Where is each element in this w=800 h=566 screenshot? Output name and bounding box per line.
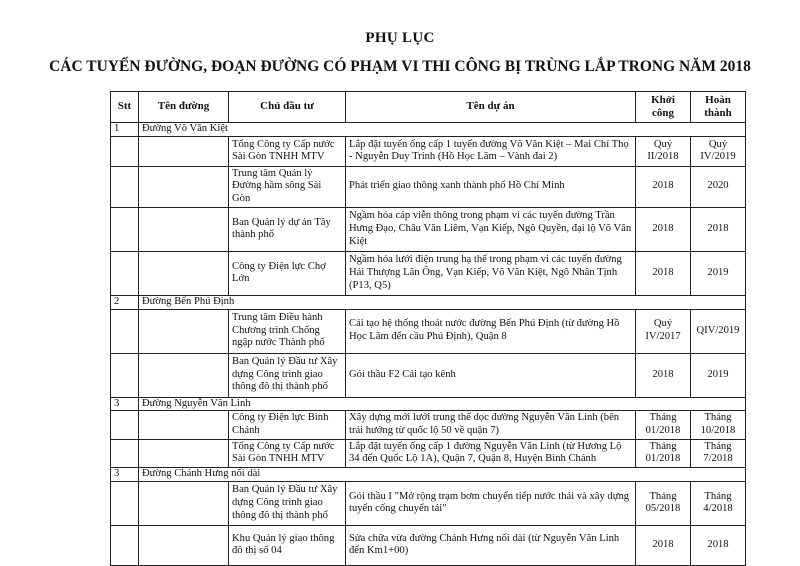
- start-cell: 2018: [636, 251, 691, 295]
- start-cell: 2018: [636, 353, 691, 397]
- end-cell: 2020: [691, 166, 746, 207]
- header-stt: Stt: [111, 92, 139, 123]
- group-road-name: Đường Chánh Hưng nối dài: [139, 468, 746, 482]
- investor-cell: Ban Quản lý Đầu tư Xây dựng Công trình giao thông đô thị thành phố: [229, 481, 346, 525]
- group-row: [111, 295, 746, 309]
- group-stt: 3: [111, 468, 139, 482]
- table-row: [111, 251, 746, 295]
- group-stt: 2: [111, 295, 139, 309]
- project-cell: Gói thầu I "Mở rộng trạm bơm chuyển tiếp nước thải và xây dựng tuyến cống chuyển tải": [346, 481, 636, 525]
- header-project-name: Tên dự án: [346, 92, 636, 123]
- start-cell: 2018: [636, 166, 691, 207]
- investor-cell: Trung tâm Điều hành Chương trình Chống ngập nước Thành phố: [229, 309, 346, 353]
- start-cell: Quý IV/2017: [636, 309, 691, 353]
- table-row: [111, 439, 746, 467]
- investor-cell: Tổng Công ty Cấp nước Sài Gòn TNHH MTV: [229, 439, 346, 467]
- duplicate-works-table: [110, 91, 746, 566]
- table-row: [111, 136, 746, 166]
- project-cell: Phát triển giao thông xanh thành phố Hồ Chí Minh: [346, 166, 636, 207]
- project-cell: Cải tạo hệ thống thoát nước đường Bến Phú Định (từ đường Hồ Học Lãm đến cầu Phú Định), Quận 8: [346, 309, 636, 353]
- project-cell: Xây dựng mới lưới trung thế dọc đường Nguyễn Văn Linh (bên trái hướng từ quốc lộ 50 về quận 7): [346, 411, 636, 439]
- table-row: [111, 207, 746, 251]
- group-stt: 3: [111, 397, 139, 411]
- table-header-row: [111, 92, 746, 123]
- end-cell: 2019: [691, 353, 746, 397]
- table-row: [111, 353, 746, 397]
- investor-cell: Khu Quản lý giao thông đô thị số 04: [229, 525, 346, 565]
- start-cell: Tháng 01/2018: [636, 411, 691, 439]
- start-cell: 2018: [636, 525, 691, 565]
- group-road-name: Đường Võ Văn Kiệt: [139, 123, 746, 137]
- investor-cell: Ban Quản lý Đầu tư Xây dựng Công trình giao thông đô thị thành phố: [229, 353, 346, 397]
- table-row: [111, 481, 746, 525]
- investor-cell: Tổng Công ty Cấp nước Sài Gòn TNHH MTV: [229, 136, 346, 166]
- end-cell: 2019: [691, 251, 746, 295]
- investor-cell: Trung tâm Quản lý Đường hầm sông Sài Gòn: [229, 166, 346, 207]
- end-cell: 2018: [691, 207, 746, 251]
- end-cell: Quý IV/2019: [691, 136, 746, 166]
- project-cell: Sửa chữa vừa đường Chánh Hưng nối dài (từ Nguyễn Văn Linh đến Km1+00): [346, 525, 636, 565]
- group-road-name: Đường Nguyễn Văn Linh: [139, 397, 746, 411]
- start-cell: Tháng 05/2018: [636, 481, 691, 525]
- end-cell: Tháng 10/2018: [691, 411, 746, 439]
- group-stt: 1: [111, 123, 139, 137]
- group-row: [111, 123, 746, 137]
- project-cell: Lắp đặt tuyến ống cấp 1 đường Nguyễn Văn Linh (từ Hương Lộ 34 đến Quốc Lộ 1A), Quận 7, Quận 8, Huyện Bình Chánh: [346, 439, 636, 467]
- table-row: [111, 166, 746, 207]
- investor-cell: Công ty Điện lực Bình Chánh: [229, 411, 346, 439]
- start-cell: Tháng 01/2018: [636, 439, 691, 467]
- start-cell: Quý II/2018: [636, 136, 691, 166]
- project-cell: Lắp đặt tuyến ống cấp 1 tuyến đường Võ Văn Kiệt – Mai Chí Thọ - Nguyễn Duy Trinh (Hồ Học Lãm – Vành đai 2): [346, 136, 636, 166]
- page-subtitle: CÁC TUYẾN ĐƯỜNG, ĐOẠN ĐƯỜNG CÓ PHẠM VI THI CÔNG BỊ TRÙNG LẮP TRONG NĂM 2018: [49, 58, 751, 75]
- end-cell: 2018: [691, 525, 746, 565]
- end-cell: Tháng 7/2018: [691, 439, 746, 467]
- header-road-name: Tên đường: [139, 92, 229, 123]
- end-cell: Tháng 4/2018: [691, 481, 746, 525]
- group-road-name: Đường Bến Phú Định: [139, 295, 746, 309]
- header-end: Hoàn thành: [691, 92, 746, 123]
- group-row: [111, 397, 746, 411]
- investor-cell: Công ty Điện lực Chợ Lớn: [229, 251, 346, 295]
- project-cell: Ngầm hóa lưới điện trung hạ thế trong phạm vi các tuyến đường Hải Thượng Lãn Ông, Vạn Kiếp, Võ Văn Kiệt, Ngô Nhân Tịnh (P13, Q5): [346, 251, 636, 295]
- start-cell: 2018: [636, 207, 691, 251]
- table-row: [111, 525, 746, 565]
- project-cell: Ngầm hóa cáp viễn thông trong phạm vi các tuyến đường Trần Hưng Đạo, Châu Văn Liêm, Vạn Kiếp, Ngô Quyền, đại lộ Võ Văn Kiệt: [346, 207, 636, 251]
- table-row: [111, 411, 746, 439]
- header-start: Khởi công: [636, 92, 691, 123]
- page-title: PHỤ LỤC: [365, 30, 435, 46]
- project-cell: Gói thầu F2 Cải tạo kênh: [346, 353, 636, 397]
- investor-cell: Ban Quản lý dự án Tây thành phố: [229, 207, 346, 251]
- end-cell: QIV/2019: [691, 309, 746, 353]
- group-row: [111, 468, 746, 482]
- table-row: [111, 309, 746, 353]
- header-investor: Chủ đầu tư: [229, 92, 346, 123]
